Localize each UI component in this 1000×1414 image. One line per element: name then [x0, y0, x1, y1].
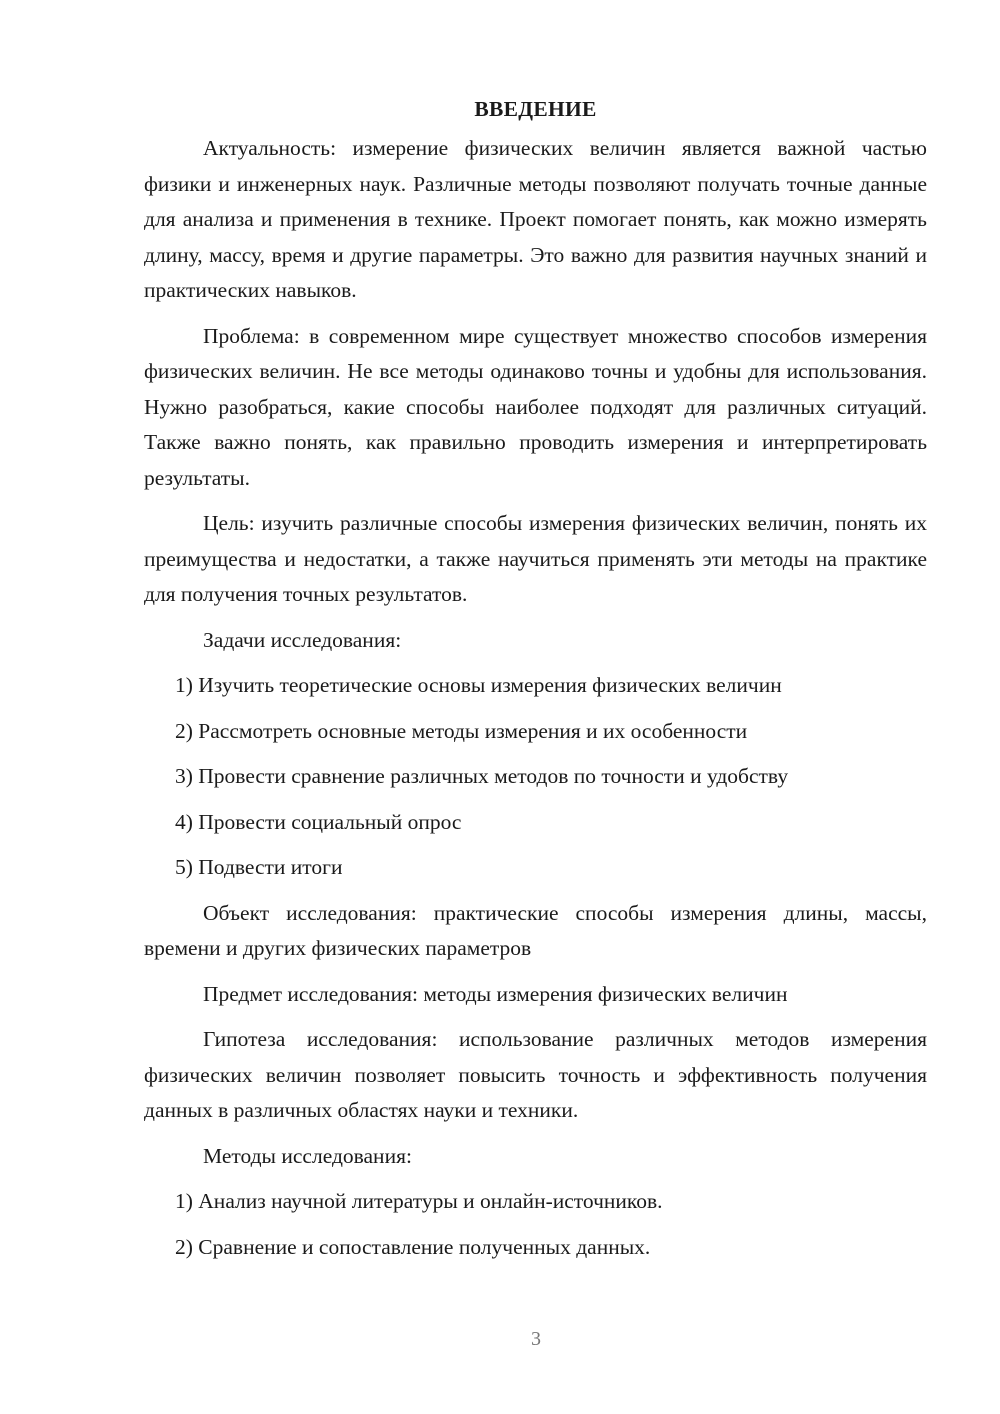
problem-paragraph: Проблема: в современном мире существует множество способов измерения физических величин. Не все методы одинаково точны и удобны для использования. Нужно разобраться, какие способы наиболее подходят для различных ситуаций. Также важно понять, как правильно проводить измерения и интерпретировать результаты. — [144, 323, 927, 490]
methods-list — [144, 1184, 927, 1265]
page-title: ВВЕДЕНИЕ — [474, 97, 597, 121]
method-item-1: 1) Анализ научной литературы и онлайн-источников. — [175, 1189, 663, 1213]
subject-paragraph: Предмет исследования: методы измерения физических величин — [203, 981, 788, 1006]
page-number: 3 — [531, 1328, 541, 1350]
task-item-5: 5) Подвести итоги — [175, 855, 343, 879]
task-item-4: 4) Провести социальный опрос — [175, 809, 462, 834]
task-item-2: 2) Рассмотреть основные методы измерения и их особенности — [175, 718, 748, 743]
method-item-2: 2) Сравнение и сопоставление полученных данных. — [175, 1234, 651, 1259]
task-item-1: 1) Изучить теоретические основы измерения физических величин — [175, 673, 782, 697]
goal-paragraph: Цель: изучить различные способы измерения физических величин, понять их преимущества и недостатки, а также научиться применять эти методы на практике для получения точных результатов. — [144, 511, 927, 606]
object-paragraph: Объект исследования: практические способы измерения длины, массы, времени и других физических параметров — [144, 900, 927, 960]
tasks-list — [144, 668, 927, 886]
tasks-heading: Задачи исследования: — [203, 627, 402, 652]
task-item-3: 3) Провести сравнение различных методов по точности и удобству — [175, 764, 789, 788]
methods-heading: Методы исследования: — [203, 1143, 412, 1168]
relevance-paragraph: Актуальность: измерение физических величин является важной частью физики и инженерных наук. Различные методы позволяют получать точные данные для анализа и применения в технике. Проект помогает понять, как можно измерять длину, массу, время и другие параметры. Это важно для развития научных знаний и практических навыков. — [144, 136, 927, 302]
page-content — [144, 92, 927, 1275]
hypothesis-paragraph: Гипотеза исследования: использование различных методов измерения физических величин позволяет повысить точность и эффективность получения данных в различных областях науки и техники. — [144, 1027, 927, 1122]
